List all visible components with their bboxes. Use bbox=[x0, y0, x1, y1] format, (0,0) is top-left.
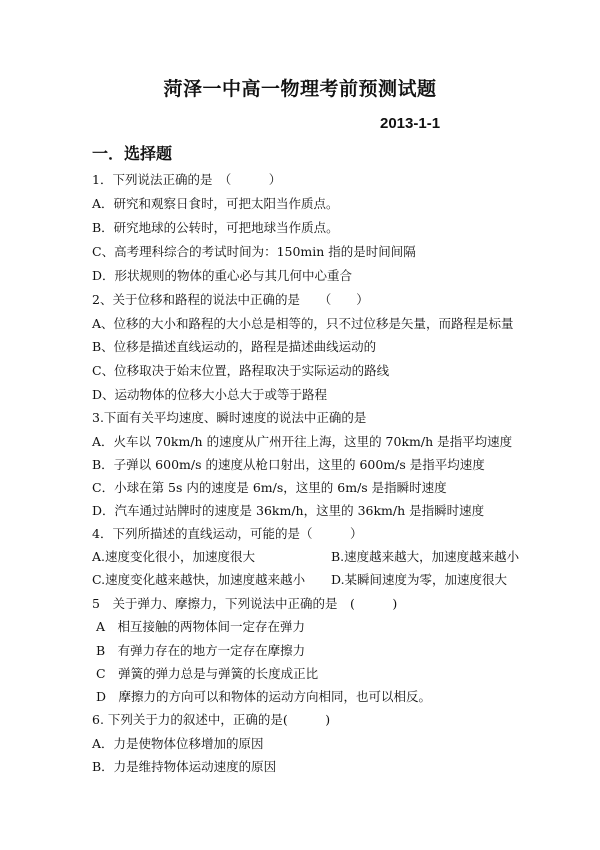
question-5-option-d: D 摩擦力的方向可以和物体的运动方向相同，也可以相反。 bbox=[96, 689, 432, 704]
question-5-option-c: C 弹簧的弹力总是与弹簧的长度成正比 bbox=[96, 666, 319, 681]
question-5-option-b: B 有弹力存在的地方一定存在摩擦力 bbox=[96, 643, 306, 658]
question-2-stem: 2、关于位移和路程的说法中正确的是 （ ） bbox=[92, 292, 369, 307]
question-3-stem: 3.下面有关平均速度、瞬时速度的说法中正确的是 bbox=[92, 410, 367, 425]
question-6-stem: 6. 下列关于力的叙述中，正确的是( ) bbox=[92, 712, 331, 727]
question-3-option-d: D．汽车通过站牌时的速度是 36km/h，这里的 36km/h 是指瞬时速度 bbox=[92, 503, 485, 518]
page-title: 菏泽一中高一物理考前预测试题 bbox=[163, 78, 437, 100]
section-heading: 一．选择题 bbox=[92, 144, 173, 163]
exam-date: 2013-1-1 bbox=[380, 115, 441, 132]
question-1-option-c: C、高考理科综合的考试时间为：150min 指的是时间间隔 bbox=[92, 244, 416, 259]
question-5-option-a: A 相互接触的两物体间一定存在弹力 bbox=[96, 619, 306, 634]
question-1-option-d: D．形状规则的物体的重心必与其几何中心重合 bbox=[92, 268, 353, 283]
question-1-option-b: B．研究地球的公转时，可把地球当作质点。 bbox=[92, 220, 339, 235]
question-2-option-d: D、运动物体的位移大小总大于或等于路程 bbox=[92, 387, 328, 402]
question-4-option-a: A.速度变化很小，加速度很大 bbox=[92, 549, 256, 564]
question-4-option-d: D.某瞬间速度为零，加速度很大 bbox=[331, 572, 508, 587]
question-6-option-b: B．力是维持物体运动速度的原因 bbox=[92, 759, 277, 774]
question-4-option-b: B.速度越来越大，加速度越来越小 bbox=[331, 549, 520, 564]
question-6-option-a: A．力是使物体位移增加的原因 bbox=[92, 736, 264, 751]
question-5-stem: 5 关于弹力、摩擦力，下列说法中正确的是 ( ) bbox=[92, 596, 398, 611]
question-3-option-a: A．火车以 70km/h 的速度从广州开往上海，这里的 70km/h 是指平均速度 bbox=[92, 434, 513, 449]
question-2-option-c: C、位移取决于始末位置，路程取决于实际运动的路线 bbox=[92, 363, 390, 378]
question-4-stem: 4．下列所描述的直线运动，可能的是（ ） bbox=[92, 526, 363, 541]
question-1-stem: 1．下列说法正确的是 （ ） bbox=[92, 172, 282, 187]
question-3-option-c: C．小球在第 5s 内的速度是 6m/s，这里的 6m/s 是指瞬时速度 bbox=[92, 480, 447, 495]
question-2-option-b: B、位移是描述直线运动的，路程是描述曲线运动的 bbox=[92, 339, 377, 354]
question-3-option-b: B．子弹以 600m/s 的速度从枪口射出，这里的 600m/s 是指平均速度 bbox=[92, 457, 485, 472]
question-4-option-c: C.速度变化越来越快，加速度越来越小 bbox=[92, 572, 306, 587]
question-2-option-a: A、位移的大小和路程的大小总是相等的，只不过位移是矢量，而路程是标量 bbox=[92, 316, 514, 331]
question-1-option-a: A．研究和观察日食时，可把太阳当作质点。 bbox=[92, 196, 339, 211]
